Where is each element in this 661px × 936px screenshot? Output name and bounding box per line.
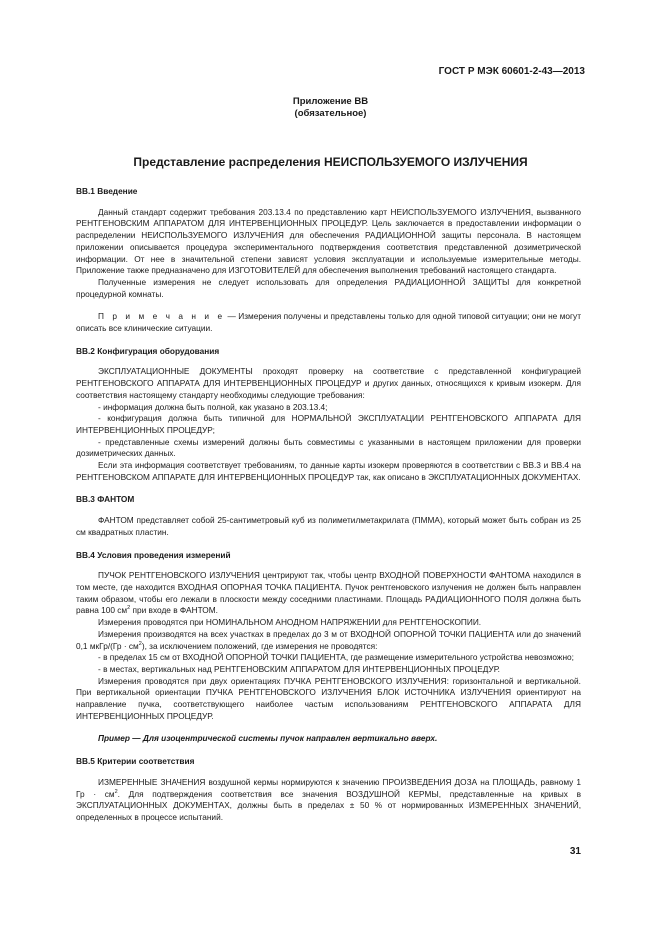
appendix-label: Приложение ВВ [292, 96, 369, 107]
paragraph: Измерения проводятся при НОМИНАЛЬНОМ АНОДНОМ НАПРЯЖЕНИИ для РЕНТГЕНОСКОПИИ. [98, 617, 482, 628]
paragraph-text: Измерения производятся на всех участках в пределах до 3 м от ВХОДНОЙ ОПОРНОЙ ТОЧКИ ПАЦИЕНТА или до значений 0,1 мкГр/(Гр · см [76, 628, 581, 651]
document-body [76, 186, 581, 824]
note-text: — Измерения получены и представлены только для одной типовой ситуации; они не могут описать все клинические ситуации. [76, 311, 582, 334]
page-title: Представление распределения НЕИСПОЛЬЗУЕМОГО ИЗЛУЧЕНИЯ [133, 155, 528, 169]
appendix-status: (обязательное) [294, 108, 367, 119]
page-number: 31 [569, 846, 581, 857]
paragraph: ФАНТОМ представляет собой 25-сантиметровый куб из полиметилметакрилата (ПММА), который может быть собран из 25 см квадратных пластин. [76, 515, 581, 537]
note-label: П р и м е ч а н и е [98, 311, 226, 322]
paragraph [76, 629, 581, 652]
section-heading-bb5: ВВ.5 Критерии соответствия [76, 756, 195, 767]
superscript: 2 [138, 640, 142, 647]
standard-number: ГОСТ Р МЭК 60601-2-43—2013 [438, 66, 585, 77]
paragraph: Если эта информация соответствует требованиям, то данные карты изокерм проверяются в соответствии с ВВ.3 и ВВ.4 на РЕНТГЕНОВСКОМ АППАРАТЕ ДЛЯ ИНТЕРВЕНЦИОННЫХ ПРОЦЕДУР так, как описано в ЭКСПЛУАТАЦИОННЫХ ДОКУМЕНТАХ. [76, 460, 581, 482]
paragraph: Полученные измерения не следует использовать для определения РАДИАЦИОННОЙ ЗАЩИТЫ для конкретной процедурной комнаты. [76, 276, 581, 299]
superscript: 2 [127, 605, 131, 612]
paragraph-text: ), за исключением положений, где измерения не проводятся: [141, 640, 378, 651]
list-item: - в местах, вертикальных над РЕНТГЕНОВСКИМ АППАРАТОМ ДЛЯ ИНТЕРВЕНЦИОННЫХ ПРОЦЕДУР. [98, 663, 500, 674]
paragraph-text: . Для подтверждения соответствия все значения ВОЗДУШНОЙ КЕРМЫ, представленные на кривых в ЭКСПЛУАТАЦИОННЫХ ДОКУМЕНТАХ, должны быть в пределах ± 50 % от нормированных ИЗМЕРЕННЫХ ЗНАЧЕНИЙ, определенных в процессе испытаний. [76, 788, 581, 822]
paragraph-text: ПУЧОК РЕНТГЕНОВСКОГО ИЗЛУЧЕНИЯ центрируют так, чтобы центр ВХОДНОЙ ПОВЕРХНОСТИ ФАНТОМА находился в том месте, где находится ВХОДНАЯ ОПОРНАЯ ТОЧКА ПАЦИЕНТА. Пучок рентгеновского излучения не должен быть направлен таким образом, чтобы его лежали в плоскости между соседними пластинами. Площадь РАДИАЦИОННОГО ПОЛЯ должна быть равна 100 см [76, 570, 581, 616]
paragraph-text: ИЗМЕРЕННЫЕ ЗНАЧЕНИЯ воздушной кермы нормируются к значению ПРОИЗВЕДЕНИЯ ДОЗА на ПЛОЩАДЬ, равному 1 Гр · см [76, 776, 581, 799]
list-item: - в пределах 15 см от ВХОДНОЙ ОПОРНОЙ ТОЧКИ ПАЦИЕНТА, где размещение измерительного устройства невозможно; [98, 652, 574, 663]
list-item: - представленные схемы измерений должны быть совместимы с указанными в настоящем приложении для проверки дозиметрических данных. [76, 436, 581, 459]
paragraph: ЭКСПЛУАТАЦИОННЫЕ ДОКУМЕНТЫ проходят проверку на соответствие с представленной конфигурацией РЕНТГЕНОВСКОГО АППАРАТА ДЛЯ ИНТЕРВЕНЦИОННЫХ ПРОЦЕДУР и других данных, относящихся к кривым изокерм. Для соответствия настоящему стандарту необходимы следующие требования: [76, 366, 581, 400]
note-paragraph [76, 311, 581, 334]
superscript: 2 [114, 788, 118, 795]
paragraph [76, 570, 581, 617]
paragraph: Измерения проводятся при двух ориентациях ПУЧКА РЕНТГЕНОВСКОГО ИЗЛУЧЕНИЯ: горизонтальной и вертикальной. При вертикальной ориентации ПУЧКА РЕНТГЕНОВСКОГО ИЗЛУЧЕНИЯ БЛОК ИСТОЧНИКА ИЗЛУЧЕНИЯ ориентируют на направление пучка, соответствующего наиболее частым использованиям РЕНТГЕНОВСКОГО АППАРАТА ДЛЯ ИНТЕРВЕНЦИОННЫХ ПРОЦЕДУР. [76, 675, 581, 721]
section-heading-bb1: ВВ.1 Введение [76, 186, 138, 196]
paragraph-text: при входе в ФАНТОМ. [130, 605, 218, 616]
section-heading-bb2: ВВ.2 Конфигурация оборудования [76, 345, 220, 356]
section-heading-bb3: ВВ.3 ФАНТОМ [76, 494, 135, 505]
paragraph: Данный стандарт содержит требования 203.13.4 по представлению карт НЕИСПОЛЬЗУЕМОГО ИЗЛУЧЕНИЯ, вызванного РЕНТГЕНОВСКИМ АППАРАТОМ ДЛЯ ИНТЕРВЕНЦИОННЫХ ПРОЦЕДУР. Цель заключается в предоставлении информации о распределении НЕИСПОЛЬЗУЕМОГО ИЗЛУЧЕНИЯ для обеспечения РАДИАЦИОННОЙ защиты персонала. В настоящем приложении описывается процедура экспериментального подтверждения соответствия представленной дозиметрической информации. От нее в значительной степени зависят условия эксплуатации и используемые измерительные методы. Приложение также предназначено для ИЗГОТОВИТЕЛЕЙ для обеспечения выполнения требований настоящего стандарта. [76, 206, 581, 276]
paragraph [76, 777, 581, 824]
list-item: - конфигурация должна быть типичной для НОРМАЛЬНОЙ ЭКСПЛУАТАЦИИ РЕНТГЕНОВСКОГО АППАРАТА ДЛЯ ИНТЕРВЕНЦИОННЫХ ПРОЦЕДУР; [76, 413, 581, 435]
section-heading-bb4: ВВ.4 Условия проведения измерений [76, 549, 231, 560]
list-item: - информация должна быть полной, как указано в 203.13.4; [98, 401, 328, 412]
example-text: Пример — Для изоцентрической системы пучок направлен вертикально вверх. [98, 733, 438, 744]
